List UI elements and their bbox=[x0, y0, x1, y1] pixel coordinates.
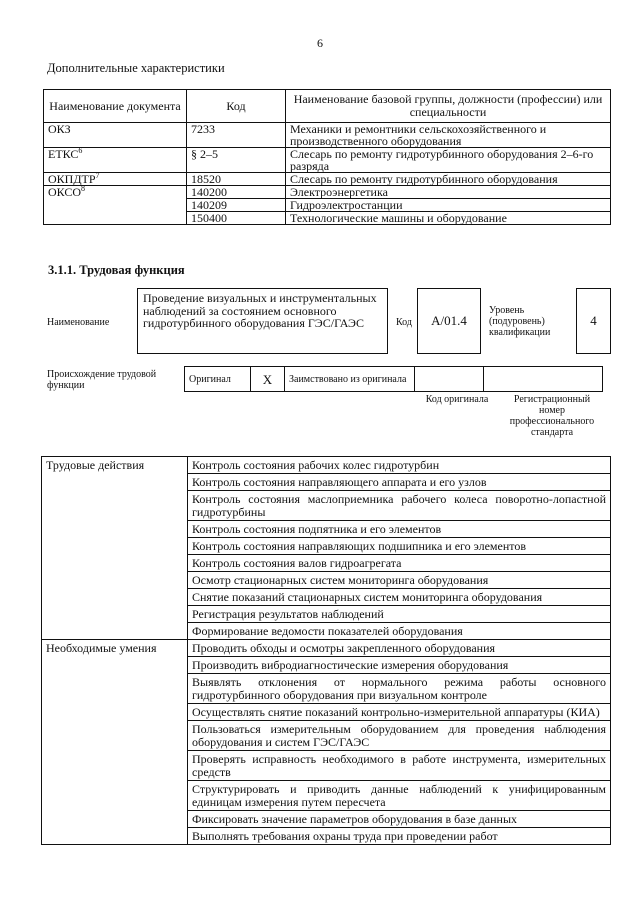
labor-function-name: Проведение визуальных и инструментальных наблюдений за состоянием основного гидротурбинного оборудования ГЭС/ГАЭС bbox=[137, 288, 388, 354]
list-item: Контроль состояния валов гидроагрегата bbox=[188, 555, 611, 572]
labor-function-title: 3.1.1. Трудовая функция bbox=[48, 263, 185, 277]
list-item: Выявлять отклонения от нормального режима работы основного гидротурбинного оборудования при визуальном контроле bbox=[188, 674, 611, 704]
doc-cell: ОКЗ bbox=[44, 123, 187, 148]
original-label: Оригинал bbox=[185, 367, 251, 392]
list-item: Выполнять требования охраны труда при проведении работ bbox=[188, 828, 611, 845]
list-item: Формирование ведомости показателей оборудования bbox=[188, 623, 611, 640]
name-cell: Электроэнергетика bbox=[286, 186, 611, 199]
list-item: Структурировать и приводить данные наблюдений к унифицированным единицам измерения путем пересчета bbox=[188, 781, 611, 811]
name-cell: Технологические машины и оборудование bbox=[286, 212, 611, 225]
table-row bbox=[44, 148, 611, 173]
labor-actions-label: Трудовые действия bbox=[42, 457, 188, 640]
doc-cell: ЕТКС$^6$ bbox=[44, 148, 187, 173]
list-item: Осуществлять снятие показаний контрольно-измерительной аппаратуры (КИА) bbox=[188, 704, 611, 721]
code-cell: 140200 bbox=[187, 186, 286, 199]
reg-number-label: Регистрационный номер профессионального стандарта bbox=[509, 394, 595, 438]
qualification-level-value: 4 bbox=[576, 288, 611, 354]
list-item: Пользоваться измерительным оборудованием для проведения наблюдения оборудования и систем ГЭС/ГАЭС bbox=[188, 721, 611, 751]
reg-number-cell bbox=[484, 367, 603, 392]
column-header: Наименование базовой группы, должности (профессии) или специальности bbox=[286, 90, 611, 123]
doc-cell: ОКСО$^8$ bbox=[44, 186, 187, 225]
qualification-level-label: Уровень (подуровень) квалификации bbox=[489, 305, 551, 338]
origin-table bbox=[184, 366, 603, 392]
list-item: Снятие показаний стационарных систем мониторинга оборудования bbox=[188, 589, 611, 606]
page-number: 6 bbox=[317, 36, 323, 50]
table-row bbox=[44, 186, 611, 199]
code-cell: 7233 bbox=[187, 123, 286, 148]
column-header: Код bbox=[187, 90, 286, 123]
borrowed-label: Заимствовано из оригинала bbox=[285, 367, 415, 392]
column-header: Наименование документа bbox=[44, 90, 187, 123]
code-cell: 150400 bbox=[187, 212, 286, 225]
list-item: Контроль состояния рабочих колес гидротурбин bbox=[188, 457, 611, 474]
doc-cell: ОКПДТР$^7$ bbox=[44, 173, 187, 186]
list-item: Контроль состояния подпятника и его элементов bbox=[188, 521, 611, 538]
footnote-ref: 7 bbox=[95, 171, 100, 180]
table-row bbox=[44, 173, 611, 186]
list-item: Контроль состояния маслоприемника рабочего колеса поворотно-лопастной гидротурбины bbox=[188, 491, 611, 521]
list-item: Производить вибродиагностические измерения оборудования bbox=[188, 657, 611, 674]
list-item: Фиксировать значение параметров оборудования в базе данных bbox=[188, 811, 611, 828]
name-cell: Слесарь по ремонту гидротурбинного оборудования 2–6-го разряда bbox=[286, 148, 611, 173]
skills-label: Необходимые умения bbox=[42, 640, 188, 845]
labor-function-code: А/01.4 bbox=[417, 288, 481, 354]
code-label: Код bbox=[396, 317, 412, 328]
list-item: Регистрация результатов наблюдений bbox=[188, 606, 611, 623]
footnote-ref: 8 bbox=[81, 184, 86, 193]
list-item: Проверять исправность необходимого в работе инструмента, измерительных средств bbox=[188, 751, 611, 781]
table-row bbox=[44, 123, 611, 148]
name-cell: Слесарь по ремонту гидротурбинного оборудования bbox=[286, 173, 611, 186]
labor-details-table bbox=[41, 456, 611, 845]
origin-label: Происхождение трудовой функции bbox=[47, 369, 157, 391]
list-item: Контроль состояния направляющего аппарата и его узлов bbox=[188, 474, 611, 491]
original-code-label: Код оригинала bbox=[425, 394, 489, 405]
original-mark: X bbox=[251, 367, 285, 392]
name-cell: Механики и ремонтники сельскохозяйственного и производственного оборудования bbox=[286, 123, 611, 148]
code-cell: 18520 bbox=[187, 173, 286, 186]
footnote-ref: 6 bbox=[78, 146, 83, 155]
table-row bbox=[42, 640, 611, 657]
code-cell: § 2–5 bbox=[187, 148, 286, 173]
additional-characteristics-table bbox=[43, 89, 611, 225]
original-code-cell bbox=[415, 367, 484, 392]
name-label: Наименование bbox=[47, 317, 110, 328]
list-item: Осмотр стационарных систем мониторинга оборудования bbox=[188, 572, 611, 589]
table-row bbox=[42, 457, 611, 474]
list-item: Контроль состояния направляющих подшипника и его элементов bbox=[188, 538, 611, 555]
list-item: Проводить обходы и осмотры закрепленного оборудования bbox=[188, 640, 611, 657]
code-cell: 140209 bbox=[187, 199, 286, 212]
name-cell: Гидроэлектростанции bbox=[286, 199, 611, 212]
additional-characteristics-heading: Дополнительные характеристики bbox=[47, 61, 225, 75]
